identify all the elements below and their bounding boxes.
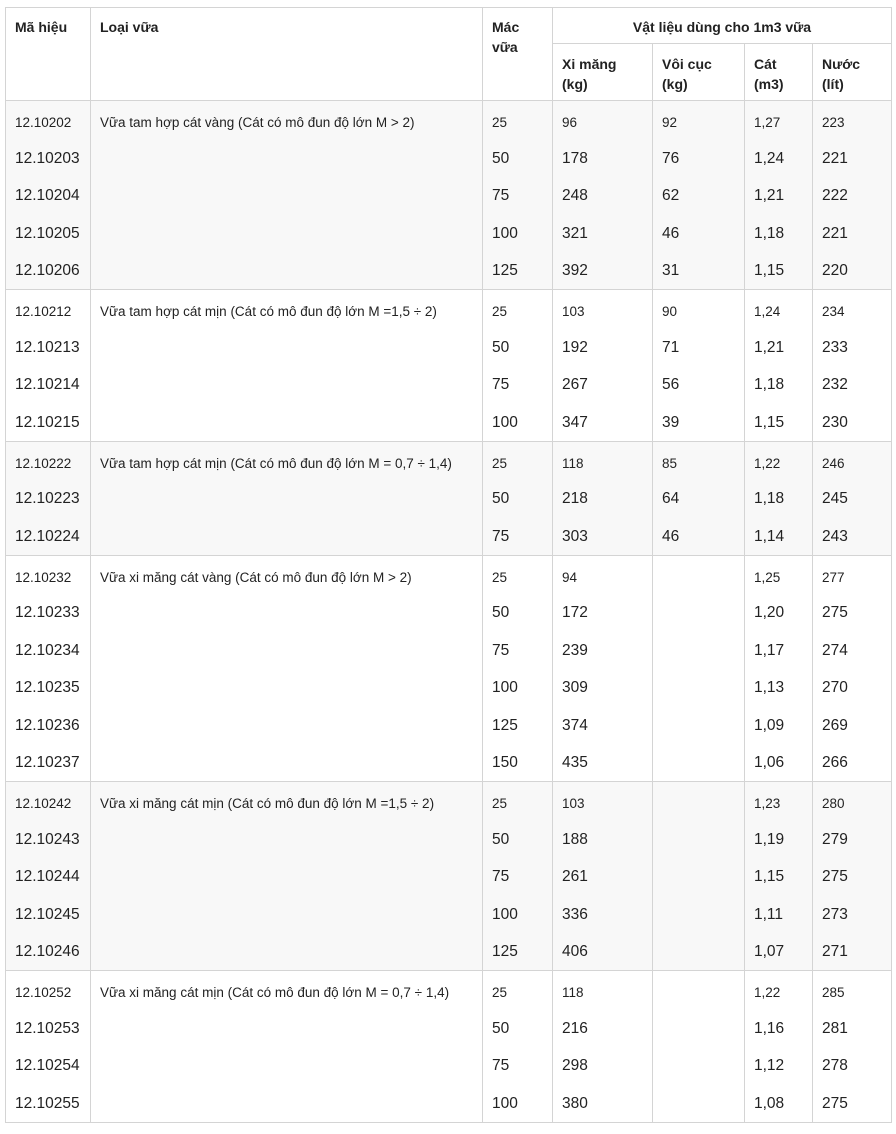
cell-code: 12.10244	[6, 858, 91, 896]
cell-grade: 25	[483, 290, 553, 329]
mortar-group	[6, 971, 892, 1123]
cell-code: 12.10232	[6, 555, 91, 594]
cell-code: 12.10233	[6, 594, 91, 632]
cell-code: 12.10235	[6, 669, 91, 707]
cell-lime	[653, 933, 745, 971]
cell-water: 232	[813, 366, 892, 404]
cell-grade: 50	[483, 594, 553, 632]
cell-water: 279	[813, 821, 892, 859]
cell-type	[91, 252, 483, 290]
cell-code: 12.10206	[6, 252, 91, 290]
cell-grade: 100	[483, 215, 553, 253]
cell-lime: 76	[653, 140, 745, 178]
cell-type	[91, 632, 483, 670]
cell-lime	[653, 632, 745, 670]
cell-grade: 50	[483, 329, 553, 367]
cell-sand: 1,14	[745, 518, 813, 556]
cell-lime	[653, 707, 745, 745]
cell-lime: 46	[653, 518, 745, 556]
cell-code: 12.10246	[6, 933, 91, 971]
cell-type: Vữa xi măng cát mịn (Cát có mô đun độ lớn M =1,5 ÷ 2)	[91, 782, 483, 821]
cell-sand: 1,15	[745, 404, 813, 442]
table-header	[6, 8, 892, 101]
mortar-group	[6, 290, 892, 442]
cell-lime: 90	[653, 290, 745, 329]
cell-type	[91, 594, 483, 632]
cell-lime	[653, 1085, 745, 1123]
cell-code: 12.10202	[6, 101, 91, 140]
mortar-group	[6, 555, 892, 782]
cell-water: 285	[813, 971, 892, 1010]
cell-lime	[653, 896, 745, 934]
cell-cement: 216	[553, 1010, 653, 1048]
cell-lime	[653, 971, 745, 1010]
cell-code: 12.10214	[6, 366, 91, 404]
cell-sand: 1,20	[745, 594, 813, 632]
cell-code: 12.10252	[6, 971, 91, 1010]
cell-code: 12.10234	[6, 632, 91, 670]
cell-code: 12.10243	[6, 821, 91, 859]
cell-code: 12.10222	[6, 441, 91, 480]
cell-water: 278	[813, 1047, 892, 1085]
cell-type	[91, 215, 483, 253]
cell-sand: 1,15	[745, 252, 813, 290]
table-row	[6, 518, 892, 556]
table-row	[6, 555, 892, 594]
cell-cement: 239	[553, 632, 653, 670]
table-row	[6, 632, 892, 670]
cell-type	[91, 518, 483, 556]
cell-lime: 56	[653, 366, 745, 404]
cell-water: 266	[813, 744, 892, 782]
cell-type	[91, 669, 483, 707]
cell-water: 246	[813, 441, 892, 480]
cell-water: 275	[813, 594, 892, 632]
cell-type: Vữa tam hợp cát mịn (Cát có mô đun độ lớn M = 0,7 ÷ 1,4)	[91, 441, 483, 480]
cell-grade: 75	[483, 177, 553, 215]
cell-water: 280	[813, 782, 892, 821]
cell-lime	[653, 744, 745, 782]
cell-grade: 150	[483, 744, 553, 782]
cell-water: 273	[813, 896, 892, 934]
cell-sand: 1,13	[745, 669, 813, 707]
cell-cement: 309	[553, 669, 653, 707]
cell-grade: 25	[483, 971, 553, 1010]
table-row	[6, 215, 892, 253]
cell-code: 12.10245	[6, 896, 91, 934]
cell-grade: 50	[483, 821, 553, 859]
table-row	[6, 1047, 892, 1085]
cell-type	[91, 140, 483, 178]
cell-water: 271	[813, 933, 892, 971]
mortar-group	[6, 782, 892, 971]
cell-water: 221	[813, 215, 892, 253]
cell-water: 275	[813, 1085, 892, 1123]
cell-type: Vữa tam hợp cát vàng (Cát có mô đun độ lớn M > 2)	[91, 101, 483, 140]
cell-sand: 1,17	[745, 632, 813, 670]
cell-lime: 92	[653, 101, 745, 140]
cell-cement: 103	[553, 782, 653, 821]
cell-sand: 1,15	[745, 858, 813, 896]
cell-water: 281	[813, 1010, 892, 1048]
cell-lime	[653, 1047, 745, 1085]
cell-type: Vữa xi măng cát mịn (Cát có mô đun độ lớn M = 0,7 ÷ 1,4)	[91, 971, 483, 1010]
cell-lime	[653, 782, 745, 821]
table-row	[6, 329, 892, 367]
cell-sand: 1,18	[745, 366, 813, 404]
cell-cement: 406	[553, 933, 653, 971]
table-row	[6, 101, 892, 140]
cell-sand: 1,09	[745, 707, 813, 745]
cell-lime: 71	[653, 329, 745, 367]
cell-code: 12.10242	[6, 782, 91, 821]
cell-lime: 64	[653, 480, 745, 518]
cell-type	[91, 821, 483, 859]
cell-cement: 435	[553, 744, 653, 782]
cell-grade: 100	[483, 669, 553, 707]
cell-type	[91, 480, 483, 518]
cell-sand: 1,06	[745, 744, 813, 782]
cell-lime	[653, 858, 745, 896]
cell-cement: 188	[553, 821, 653, 859]
cell-cement: 172	[553, 594, 653, 632]
cell-water: 277	[813, 555, 892, 594]
cell-water: 230	[813, 404, 892, 442]
header-lime: Vôi cục (kg)	[653, 44, 745, 101]
cell-sand: 1,25	[745, 555, 813, 594]
cell-cement: 118	[553, 441, 653, 480]
cell-sand: 1,24	[745, 140, 813, 178]
cell-cement: 336	[553, 896, 653, 934]
cell-water: 270	[813, 669, 892, 707]
cell-type	[91, 1085, 483, 1123]
cell-sand: 1,21	[745, 177, 813, 215]
cell-grade: 50	[483, 140, 553, 178]
table-row	[6, 177, 892, 215]
table-row	[6, 782, 892, 821]
table-row	[6, 140, 892, 178]
cell-grade: 25	[483, 782, 553, 821]
cell-cement: 347	[553, 404, 653, 442]
cell-sand: 1,11	[745, 896, 813, 934]
cell-cement: 298	[553, 1047, 653, 1085]
table-row	[6, 1085, 892, 1123]
cell-type	[91, 404, 483, 442]
table-row	[6, 290, 892, 329]
cell-lime: 31	[653, 252, 745, 290]
cell-sand: 1,23	[745, 782, 813, 821]
cell-grade: 100	[483, 404, 553, 442]
cell-cement: 374	[553, 707, 653, 745]
cell-grade: 75	[483, 632, 553, 670]
cell-lime: 39	[653, 404, 745, 442]
cell-cement: 303	[553, 518, 653, 556]
cell-code: 12.10203	[6, 140, 91, 178]
cell-water: 269	[813, 707, 892, 745]
cell-lime: 62	[653, 177, 745, 215]
cell-water: 234	[813, 290, 892, 329]
mortar-materials-table	[5, 7, 892, 1123]
cell-cement: 392	[553, 252, 653, 290]
cell-type	[91, 933, 483, 971]
cell-cement: 96	[553, 101, 653, 140]
cell-code: 12.10254	[6, 1047, 91, 1085]
cell-type	[91, 1047, 483, 1085]
cell-code: 12.10213	[6, 329, 91, 367]
cell-grade: 75	[483, 1047, 553, 1085]
table-row	[6, 366, 892, 404]
cell-water: 275	[813, 858, 892, 896]
cell-grade: 100	[483, 1085, 553, 1123]
cell-sand: 1,22	[745, 441, 813, 480]
header-grade: Mác vữa	[483, 8, 553, 101]
cell-lime: 85	[653, 441, 745, 480]
cell-water: 221	[813, 140, 892, 178]
cell-code: 12.10223	[6, 480, 91, 518]
cell-grade: 75	[483, 366, 553, 404]
cell-sand: 1,19	[745, 821, 813, 859]
cell-type: Vữa tam hợp cát mịn (Cát có mô đun độ lớn M =1,5 ÷ 2)	[91, 290, 483, 329]
cell-code: 12.10212	[6, 290, 91, 329]
cell-water: 233	[813, 329, 892, 367]
cell-cement: 103	[553, 290, 653, 329]
table-row	[6, 404, 892, 442]
cell-type	[91, 177, 483, 215]
cell-code: 12.10215	[6, 404, 91, 442]
cell-type	[91, 1010, 483, 1048]
cell-type	[91, 896, 483, 934]
cell-cement: 321	[553, 215, 653, 253]
table-row	[6, 744, 892, 782]
cell-grade: 25	[483, 101, 553, 140]
cell-code: 12.10253	[6, 1010, 91, 1048]
cell-sand: 1,08	[745, 1085, 813, 1123]
cell-type	[91, 858, 483, 896]
cell-grade: 25	[483, 555, 553, 594]
cell-water: 220	[813, 252, 892, 290]
cell-lime	[653, 669, 745, 707]
cell-grade: 125	[483, 252, 553, 290]
table-row	[6, 480, 892, 518]
cell-water: 274	[813, 632, 892, 670]
cell-water: 223	[813, 101, 892, 140]
cell-sand: 1,24	[745, 290, 813, 329]
cell-sand: 1,16	[745, 1010, 813, 1048]
cell-grade: 50	[483, 1010, 553, 1048]
cell-cement: 118	[553, 971, 653, 1010]
cell-water: 243	[813, 518, 892, 556]
header-sand: Cát (m3)	[745, 44, 813, 101]
cell-water: 245	[813, 480, 892, 518]
cell-lime	[653, 821, 745, 859]
cell-cement: 380	[553, 1085, 653, 1123]
cell-code: 12.10205	[6, 215, 91, 253]
header-code: Mã hiệu	[6, 8, 91, 101]
table-row	[6, 896, 892, 934]
table-row	[6, 441, 892, 480]
cell-type	[91, 744, 483, 782]
cell-lime	[653, 555, 745, 594]
header-water: Nước (lít)	[813, 44, 892, 101]
table-row	[6, 971, 892, 1010]
cell-cement: 178	[553, 140, 653, 178]
cell-cement: 218	[553, 480, 653, 518]
cell-grade: 50	[483, 480, 553, 518]
table-row	[6, 594, 892, 632]
table-row	[6, 821, 892, 859]
header-type: Loại vữa	[91, 8, 483, 101]
cell-code: 12.10224	[6, 518, 91, 556]
cell-water: 222	[813, 177, 892, 215]
header-materials: Vật liệu dùng cho 1m3 vữa	[553, 8, 892, 44]
mortar-group	[6, 101, 892, 290]
table-row	[6, 252, 892, 290]
cell-grade: 100	[483, 896, 553, 934]
cell-grade: 75	[483, 518, 553, 556]
cell-grade: 125	[483, 707, 553, 745]
cell-sand: 1,18	[745, 215, 813, 253]
cell-grade: 25	[483, 441, 553, 480]
cell-cement: 267	[553, 366, 653, 404]
cell-sand: 1,18	[745, 480, 813, 518]
cell-type	[91, 366, 483, 404]
cell-grade: 75	[483, 858, 553, 896]
cell-sand: 1,12	[745, 1047, 813, 1085]
cell-lime	[653, 1010, 745, 1048]
cell-code: 12.10255	[6, 1085, 91, 1123]
cell-code: 12.10237	[6, 744, 91, 782]
cell-sand: 1,21	[745, 329, 813, 367]
mortar-group	[6, 441, 892, 555]
cell-lime	[653, 594, 745, 632]
cell-type	[91, 707, 483, 745]
cell-cement: 192	[553, 329, 653, 367]
table-row	[6, 858, 892, 896]
cell-sand: 1,07	[745, 933, 813, 971]
header-cement: Xi măng (kg)	[553, 44, 653, 101]
cell-sand: 1,27	[745, 101, 813, 140]
table-row	[6, 707, 892, 745]
cell-cement: 261	[553, 858, 653, 896]
cell-cement: 248	[553, 177, 653, 215]
table-row	[6, 669, 892, 707]
cell-sand: 1,22	[745, 971, 813, 1010]
cell-code: 12.10204	[6, 177, 91, 215]
table-row	[6, 933, 892, 971]
cell-code: 12.10236	[6, 707, 91, 745]
cell-cement: 94	[553, 555, 653, 594]
cell-type: Vữa xi măng cát vàng (Cát có mô đun độ lớn M > 2)	[91, 555, 483, 594]
cell-grade: 125	[483, 933, 553, 971]
cell-lime: 46	[653, 215, 745, 253]
table-row	[6, 1010, 892, 1048]
cell-type	[91, 329, 483, 367]
